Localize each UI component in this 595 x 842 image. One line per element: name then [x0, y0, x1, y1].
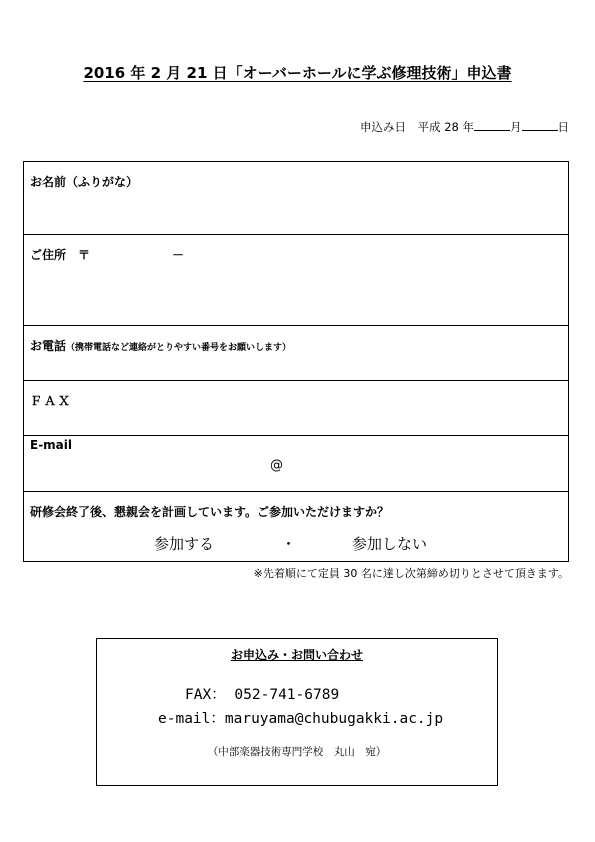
party-separator: ・	[281, 535, 297, 553]
contact-fax: FAX： 052-741-6789	[185, 687, 340, 703]
address-row[interactable]	[24, 235, 568, 326]
address-label: ご住所 〒	[30, 248, 91, 262]
phone-label-text: お電話	[30, 339, 67, 353]
party-yes-option[interactable]: 参加する	[154, 535, 215, 553]
contact-email[interactable]: e-mail：maruyama@chubugakki.ac.jp	[158, 711, 444, 727]
phone-note: （携帯電話など連絡がとりやすい番号をお願いします）	[66, 343, 292, 353]
month-blank[interactable]	[522, 119, 558, 131]
fax-label: ＦＡＸ	[30, 394, 73, 408]
year-blank[interactable]	[474, 119, 510, 131]
application-date	[360, 119, 569, 135]
application-form	[23, 161, 569, 562]
contact-footer: （中部楽器技術専門学校 丸山 宛）	[207, 746, 387, 758]
day-label: 日	[557, 120, 569, 134]
name-row[interactable]	[24, 162, 568, 235]
party-row	[24, 492, 568, 561]
form-title: 2016 年 2 月 21 日「オーバーホールに学ぶ修理技術」申込書	[83, 64, 512, 82]
name-label: お名前（ふりがな）	[30, 175, 139, 189]
fax-row[interactable]	[24, 381, 568, 436]
contact-title: お申込み・お問い合わせ	[230, 648, 363, 662]
email-row[interactable]	[24, 436, 568, 492]
month-label: 月	[510, 120, 522, 134]
phone-row[interactable]	[24, 326, 568, 381]
email-at-sign: @	[270, 458, 283, 473]
application-date-label: 申込み日 平成 28 年	[360, 120, 474, 134]
phone-label	[30, 337, 291, 354]
party-no-option[interactable]: 参加しない	[352, 535, 428, 553]
capacity-note: ※先着順にて定員 30 名に達し次第締め切りとさせて頂きます。	[253, 567, 569, 580]
postal-dash: －	[172, 248, 185, 262]
party-question: 研修会終了後、懇親会を計画しています。ご参加いただけますか？	[30, 505, 390, 519]
email-label: E-mail	[30, 438, 73, 452]
contact-box	[96, 638, 498, 786]
